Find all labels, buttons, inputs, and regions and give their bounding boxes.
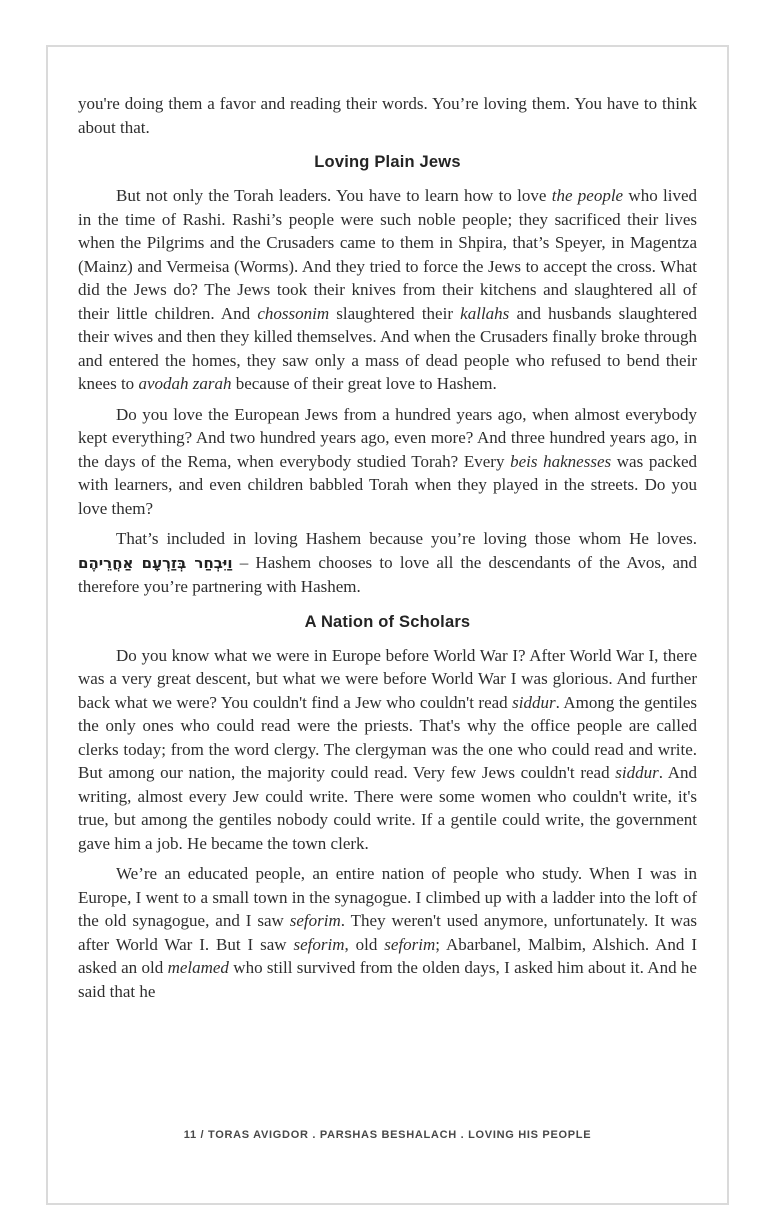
body-paragraph [78, 403, 697, 521]
text-run: who still survived from the olden days, I asked him about it. And he said that he [78, 958, 697, 1001]
text-run: . Among the gentiles the only ones who could read were the priests. That's why the office people are called clerks today; from the word clergy. The clergyman was the one who could read and write. But among our nation, the majority could read. Very few Jews couldn't read [78, 692, 697, 782]
text-run: ; Abarbanel, Malbim, Alshich. And I asked an old [78, 934, 697, 977]
section-heading: A Nation of Scholars [304, 612, 471, 631]
text-run: – Hashem chooses to love all the descendants of the Avos, and therefore you’re partnering with Hashem. [78, 552, 697, 596]
text-run: slaughtered their [329, 303, 461, 323]
text-run: That’s included in loving Hashem because you’re loving those whom He loves. [116, 529, 697, 548]
italic-term: kallahs [460, 303, 510, 323]
section-heading: Loving Plain Jews [314, 153, 461, 171]
body-paragraph [78, 527, 697, 599]
body-paragraph [78, 644, 697, 856]
text-run: you're doing them a favor and reading their words. You’re loving them. You have to think about that. [78, 94, 697, 137]
page-card [46, 45, 729, 1205]
text-run: Do you love the European Jews from a hundred years ago, when almost everybody kept everything? And two hundred years ago, even more? And three hundred years ago, in the days of the Rema, when everybody studied Torah? Every [78, 404, 697, 471]
hebrew-phrase: וַיִּבְחַר בְּזַרְעָם אַחֲרֵיהֶם [78, 553, 233, 572]
text-run: . They weren't used anymore, unfortunately. It was after World War I. But I saw [78, 911, 698, 954]
body-paragraph [78, 92, 697, 139]
text-run: because of their great love to Hashem. [231, 374, 497, 393]
italic-term: seforim [293, 934, 345, 954]
italic-term: seforim [289, 911, 341, 930]
body-paragraph [78, 184, 697, 396]
italic-term: seforim [384, 934, 436, 954]
page-footer: 11 / TORAS AVIGDOR . PARSHAS BESHALACH . LOVING HIS PEOPLE [183, 1129, 592, 1141]
italic-term: chossonim [257, 303, 330, 323]
italic-term: the people [551, 186, 624, 205]
text-run: was packed with learners, and even children babbled Torah when they played in the streets. Do you love them? [78, 451, 697, 518]
italic-term: melamed [167, 958, 229, 977]
text-run: Do you know what we were in Europe before World War I? After World War I, there was a very great descent, but what we were before World War I was glorious. And further back what we were? You couldn't find a Jew who couldn't read [78, 645, 697, 712]
text-run: We’re an educated people, an entire nation of people who study. When I was in Europe, I went to a small town in the synagogue. I climbed up with a ladder into the loft of the old synagogue, and I saw [78, 864, 697, 930]
article-body [48, 47, 727, 1003]
italic-term: beis haknesses [510, 451, 612, 471]
italic-term: siddur [615, 763, 659, 782]
text-run: who lived in the time of Rashi. Rashi’s people were such noble people; they sacrificed their lives when the Pilgrims and the Crusaders came to them in Shpira, that’s Speyer, in Magentza (Mainz) and Vermeisa (Worms). And they tried to force the Jews to accept the cross. What did the Jews do? The Jews took their knives from their kitchens and slaughtered all of their little children. And [78, 186, 697, 323]
body-paragraph [78, 862, 697, 1003]
text-run: , old [344, 934, 385, 954]
text-run: But not only the Torah leaders. You have to learn how to love [116, 186, 552, 205]
italic-term: siddur [512, 692, 556, 712]
italic-term: avodah zarah [138, 374, 232, 393]
text-run: . And writing, almost every Jew could write. There were some women who couldn't write, it's true, but among the gentiles nobody could write. If a gentile could write, the government gave him a job. He became the town clerk. [78, 763, 697, 853]
text-run: and husbands slaughtered their wives and then they killed themselves. And when the Crusaders finally broke through and entered the homes, they saw only a mass of dead people who refused to bend their knees to [78, 303, 698, 393]
